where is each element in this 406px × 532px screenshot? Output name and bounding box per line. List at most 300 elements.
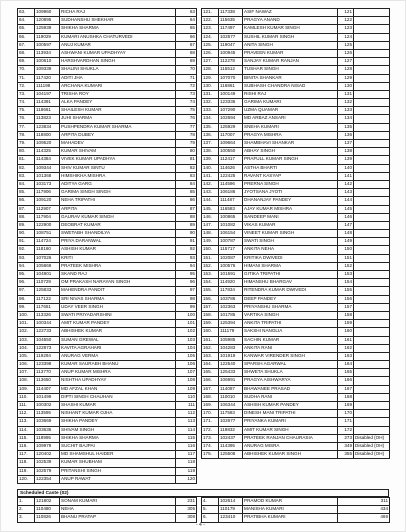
rank-cell: 67 xyxy=(176,41,197,49)
table-row xyxy=(18,271,197,279)
rank-cell: 155 xyxy=(338,287,354,295)
rank-cell: 305 xyxy=(176,506,197,514)
serial-number-cell: 112. xyxy=(18,410,35,418)
table-row xyxy=(202,279,390,287)
roll-number-cell: 117122 xyxy=(35,295,60,303)
rank-cell: 116 xyxy=(176,442,197,450)
candidate-name-cell: ANITA SINGH xyxy=(243,41,338,49)
rank-cell: 140 xyxy=(338,164,354,172)
roll-number-cell: 116861 xyxy=(219,82,243,90)
roll-number-cell: 110179 xyxy=(219,506,243,514)
serial-number-cell: 4. xyxy=(202,498,219,506)
rank-cell: 151 xyxy=(338,254,354,262)
table-row xyxy=(202,82,390,90)
candidate-name-cell: GARIMA KUMARI xyxy=(243,99,338,107)
roll-number-cell: 115635 xyxy=(219,17,243,25)
table-row xyxy=(202,74,390,82)
remarks-cell xyxy=(354,271,390,279)
remarks-cell xyxy=(354,140,390,148)
table-row xyxy=(18,17,197,25)
serial-number-cell: 113. xyxy=(18,418,35,426)
serial-number-cell: 106. xyxy=(18,361,35,369)
roll-number-cell: 106991 xyxy=(219,377,243,385)
roll-number-cell: 101591 xyxy=(219,271,243,279)
serial-number-cell: 107. xyxy=(18,369,35,377)
serial-number-cell: 93. xyxy=(18,254,35,262)
serial-number-cell: 82. xyxy=(18,164,35,172)
rank-cell: 80 xyxy=(176,148,197,156)
table-row xyxy=(18,25,197,33)
candidate-name-cell: RISHI RAJ xyxy=(243,90,338,98)
serial-number-cell: 123. xyxy=(202,25,219,33)
serial-number-cell: 168. xyxy=(202,393,219,401)
candidate-name-cell: SHALINI SHUKLA xyxy=(60,66,176,74)
serial-number-cell: 115. xyxy=(18,434,35,442)
serial-number-cell: 78. xyxy=(18,131,35,139)
candidate-name-cell: SAKSHI NANGLIA xyxy=(243,328,338,336)
rank-cell: 108 xyxy=(176,377,197,385)
rank-cell: 115 xyxy=(176,434,197,442)
roll-number-cell: 110729 xyxy=(35,279,60,287)
candidate-name-cell: SANDEEP MANI xyxy=(243,213,338,221)
serial-number-cell: 151. xyxy=(202,254,219,262)
remarks-cell xyxy=(354,295,390,303)
table-row xyxy=(202,205,390,213)
candidate-name-cell: SWETABH SHANDILYA xyxy=(60,230,176,238)
table-row xyxy=(202,221,390,229)
candidate-name-cell: PRIYA DARANWAL xyxy=(60,238,176,246)
candidate-name-cell: SHAMBHAVI SHANKAR xyxy=(243,140,338,148)
candidate-name-cell: ANKITA TRIPATHI xyxy=(243,320,338,328)
rank-cell: 126 xyxy=(338,49,354,57)
rank-cell: 131 xyxy=(338,90,354,98)
rank-cell: 136 xyxy=(338,131,354,139)
rank-cell: 90 xyxy=(176,230,197,238)
candidate-name-cell: SPARSH AGARWAL xyxy=(243,361,338,369)
table-row xyxy=(18,180,197,188)
rank-cell: 76 xyxy=(176,115,197,123)
serial-number-cell: 154. xyxy=(202,279,219,287)
roll-number-cell: 102539 xyxy=(35,459,60,467)
roll-number-cell: 100149 xyxy=(219,90,243,98)
candidate-name-cell: TRISHA ROY xyxy=(60,90,176,98)
table-row xyxy=(18,238,197,246)
roll-number-cell: 117906 xyxy=(35,189,60,197)
rank-cell: 85 xyxy=(176,189,197,197)
roll-number-cell: 103786 xyxy=(219,295,243,303)
roll-number-cell: 120895 xyxy=(35,17,60,25)
serial-number-cell: 132. xyxy=(202,99,219,107)
roll-number-cell: 118800 xyxy=(35,131,60,139)
candidate-name-cell: KUMAR SAURABH BHANU xyxy=(60,361,176,369)
remarks-cell: Disabled (OH) xyxy=(354,442,390,450)
remarks-cell xyxy=(354,426,390,434)
roll-number-cell: 119294 xyxy=(35,352,60,360)
rank-cell: 154 xyxy=(338,279,354,287)
table-row xyxy=(18,90,197,98)
table-row xyxy=(18,451,197,459)
table-row xyxy=(202,393,390,401)
candidate-name-cell: PRIYANKA KUMARI xyxy=(243,418,338,426)
table-row xyxy=(18,221,197,229)
serial-number-cell: 122. xyxy=(202,17,219,25)
candidate-name-cell: NEHA xyxy=(60,506,176,514)
candidate-name-cell: PRAGYA ANAND xyxy=(243,17,338,25)
serial-number-cell: 119. xyxy=(18,467,35,475)
candidate-name-cell: PRAGYA MISHRA xyxy=(243,131,338,139)
roll-number-cell: 117497 xyxy=(219,25,243,33)
candidate-name-cell: MD ARBAZ ANSARI xyxy=(243,115,338,123)
rank-cell: 69 xyxy=(176,58,197,66)
serial-number-cell: 101. xyxy=(18,320,35,328)
rank-cell: 148 xyxy=(338,230,354,238)
candidate-name-cell: KANWAR VIRENDER SINGH xyxy=(243,352,338,360)
candidate-name-cell: RITENDRA KUMAR DWIVEDI xyxy=(243,287,338,295)
table-row xyxy=(202,295,390,303)
table-row xyxy=(18,336,197,344)
table-row xyxy=(18,475,197,483)
table-row xyxy=(202,434,390,442)
serial-number-cell: 156. xyxy=(202,295,219,303)
table-row xyxy=(202,25,390,33)
remarks-cell xyxy=(354,131,390,139)
serial-number-cell: 65. xyxy=(18,25,35,33)
rank-cell: 129 xyxy=(338,74,354,82)
roll-number-cell: 106344 xyxy=(219,402,243,410)
serial-number-cell: 105. xyxy=(18,352,35,360)
serial-number-cell: 71. xyxy=(18,74,35,82)
rank-cell: 101 xyxy=(176,320,197,328)
table-row xyxy=(18,402,197,410)
roll-number-cell: 104283 xyxy=(219,344,243,352)
roll-number-cell: 125433 xyxy=(219,369,243,377)
candidate-name-cell: SHWETA SHUKLA xyxy=(243,369,338,377)
serial-number-cell: 134. xyxy=(202,115,219,123)
candidate-name-cell: SHASHI KUMAR xyxy=(60,402,176,410)
remarks-cell xyxy=(354,148,390,156)
table-row xyxy=(202,164,390,172)
serial-number-cell: 73. xyxy=(18,90,35,98)
serial-number-cell: 67. xyxy=(18,41,35,49)
candidate-name-cell: SUDHA RANI xyxy=(243,393,338,401)
rank-cell: 164 xyxy=(338,361,354,369)
rank-cell: 166 xyxy=(338,377,354,385)
serial-number-cell: 141. xyxy=(202,172,219,180)
serial-number-cell: 81. xyxy=(18,156,35,164)
candidate-name-cell: VIVEK KUMAR UPADHYA xyxy=(60,156,176,164)
roll-number-cell: 122354 xyxy=(35,475,60,483)
table-row xyxy=(202,410,390,418)
roll-number-cell: 104901 xyxy=(35,271,60,279)
remarks-cell xyxy=(354,49,390,57)
serial-number-cell: 139. xyxy=(202,156,219,164)
candidate-name-cell: NEHA TRIPATHI xyxy=(60,197,176,205)
serial-number-cell: 114. xyxy=(18,426,35,434)
table-row xyxy=(18,99,197,107)
serial-number-cell: 68. xyxy=(18,49,35,57)
table-row xyxy=(202,58,390,66)
remarks-cell xyxy=(354,172,390,180)
candidate-name-cell: HIMANSHU BHARGAV xyxy=(243,279,338,287)
table-row xyxy=(202,9,390,17)
serial-number-cell: 85. xyxy=(18,189,35,197)
merit-list-right-table xyxy=(201,8,390,459)
table-row xyxy=(202,328,390,336)
rank-cell: 165 xyxy=(338,369,354,377)
serial-number-cell: 143. xyxy=(202,189,219,197)
roll-number-cell: 109520 xyxy=(35,140,60,148)
candidate-name-cell: ANUP RAWAT xyxy=(60,475,176,483)
roll-number-cell: 102677 xyxy=(219,418,243,426)
table-row xyxy=(18,140,197,148)
table-row xyxy=(202,213,390,221)
candidate-name-cell: SNEHA KUMARI xyxy=(243,123,338,131)
candidate-name-cell: DHANANJAY PANDEY xyxy=(243,197,338,205)
serial-number-cell: 109. xyxy=(18,385,35,393)
remarks-cell xyxy=(354,107,390,115)
rank-cell: 71 xyxy=(176,74,197,82)
table-row xyxy=(202,514,390,522)
table-row xyxy=(18,506,197,514)
table-row xyxy=(18,467,197,475)
rank-cell: 167 xyxy=(338,385,354,393)
rank-cell: 86 xyxy=(176,197,197,205)
roll-number-cell: 117007 xyxy=(219,131,243,139)
rank-cell: 132 xyxy=(338,99,354,107)
rank-cell: 65 xyxy=(176,25,197,33)
table-row xyxy=(202,320,390,328)
table-row xyxy=(18,311,197,319)
table-row xyxy=(18,344,197,352)
candidate-name-cell: SWATI PRIYADARSHINI xyxy=(60,311,176,319)
table-row xyxy=(18,172,197,180)
candidate-name-cell: NISHANT KUMAR OJHA xyxy=(60,410,176,418)
serial-number-cell: 70. xyxy=(18,66,35,74)
roll-number-cell: 117834 xyxy=(219,287,243,295)
candidate-name-cell: JYOTSANA JYOTI xyxy=(243,189,338,197)
roll-number-cell: 103669 xyxy=(35,418,60,426)
table-row xyxy=(18,246,197,254)
serial-number-cell: 84. xyxy=(18,180,35,188)
candidate-name-cell: SUDHANSHU SHEKHAR xyxy=(60,17,176,25)
candidate-name-cell: MD SHAMSHUL HAIDER xyxy=(60,451,176,459)
roll-number-cell: 122540 xyxy=(219,361,243,369)
table-row xyxy=(18,213,197,221)
rank-cell: 137 xyxy=(338,140,354,148)
serial-number-cell: 174. xyxy=(202,442,219,450)
rank-cell: 469 xyxy=(338,514,390,522)
table-row xyxy=(202,107,390,115)
rank-cell: 231 xyxy=(176,498,197,506)
roll-number-cell: 100610 xyxy=(35,58,60,66)
table-row xyxy=(18,230,197,238)
rank-cell: 156 xyxy=(338,295,354,303)
table-row xyxy=(18,164,197,172)
rank-cell: 134 xyxy=(338,115,354,123)
table-row xyxy=(18,156,197,164)
rank-cell: 133 xyxy=(338,107,354,115)
rank-cell: 143 xyxy=(338,189,354,197)
table-row xyxy=(202,287,390,295)
rank-cell: 91 xyxy=(176,238,197,246)
rank-cell: 74 xyxy=(176,99,197,107)
remarks-cell xyxy=(354,82,390,90)
rank-cell: 63 xyxy=(176,9,197,17)
candidate-name-cell: TUSHAR SINGH xyxy=(243,66,338,74)
rank-cell: 130 xyxy=(338,82,354,90)
candidate-name-cell: PRATEEK RANJAN CHAURASIA xyxy=(243,434,338,442)
rank-cell: 138 xyxy=(338,148,354,156)
roll-number-cell: 117338 xyxy=(219,9,243,17)
candidate-name-cell: BHAWANEE PRASAD xyxy=(243,385,338,393)
rank-cell: 171 xyxy=(338,418,354,426)
remarks-cell xyxy=(354,254,390,262)
candidate-name-cell: PRAVEEN KUMAR xyxy=(243,49,338,57)
serial-number-cell: 118. xyxy=(18,459,35,467)
rank-cell: 64 xyxy=(176,17,197,25)
table-row xyxy=(18,74,197,82)
candidate-name-cell: ANUJ KUMAR xyxy=(60,41,176,49)
rank-cell: 114 xyxy=(176,426,197,434)
serial-number-cell: 147. xyxy=(202,221,219,229)
serial-number-cell: 173. xyxy=(202,434,219,442)
candidate-name-cell: MAHENDRA PANDIT xyxy=(60,287,176,295)
serial-number-cell: 130. xyxy=(202,82,219,90)
roll-number-cell: 113326 xyxy=(35,311,60,319)
table-row xyxy=(202,506,390,514)
candidate-name-cell: PRITANSHI SINGH xyxy=(60,467,176,475)
rank-cell: 172 xyxy=(338,426,354,434)
serial-number-cell: 87. xyxy=(18,205,35,213)
roll-number-cell: 123398 xyxy=(35,361,60,369)
serial-number-cell: 66. xyxy=(18,33,35,41)
remarks-cell xyxy=(354,205,390,213)
rank-cell: 106 xyxy=(176,361,197,369)
serial-number-cell: 90. xyxy=(18,230,35,238)
table-row xyxy=(18,262,197,270)
roll-number-cell: 108751 xyxy=(35,230,60,238)
roll-number-cell: 123336 xyxy=(219,99,243,107)
table-row xyxy=(202,385,390,393)
table-row xyxy=(18,361,197,369)
remarks-cell xyxy=(354,402,390,410)
table-row xyxy=(18,385,197,393)
serial-number-cell: 161. xyxy=(202,336,219,344)
rank-cell: 170 xyxy=(338,410,354,418)
serial-number-cell: 99. xyxy=(18,303,35,311)
table-row xyxy=(18,459,197,467)
table-row xyxy=(18,41,197,49)
roll-number-cell: 109664 xyxy=(219,140,243,148)
candidate-name-cell: ALKA PANDEY xyxy=(60,99,176,107)
roll-number-cell: 117651 xyxy=(35,303,60,311)
candidate-name-cell: ASHISH KUMAR xyxy=(60,246,176,254)
remarks-cell xyxy=(354,246,390,254)
remarks-cell xyxy=(354,377,390,385)
rank-cell: 162 xyxy=(338,344,354,352)
table-row xyxy=(202,90,390,98)
candidate-name-cell: SHIV KUMAR SINTU xyxy=(60,164,176,172)
serial-number-cell: 88. xyxy=(18,213,35,221)
serial-number-cell: 97. xyxy=(18,287,35,295)
rank-cell: 111 xyxy=(176,402,197,410)
candidate-name-cell: SONAM KUMARI xyxy=(60,498,176,506)
serial-number-cell: 63. xyxy=(18,9,35,17)
roll-number-cell: 118995 xyxy=(35,434,60,442)
serial-number-cell: 152. xyxy=(202,262,219,270)
candidate-name-cell: KUMARI ANUSHKA CHATURVEDI xyxy=(60,33,176,41)
rank-cell: 119 xyxy=(176,467,197,475)
table-row xyxy=(202,148,390,156)
table-row xyxy=(18,66,197,74)
rank-cell: 96 xyxy=(176,279,197,287)
table-row xyxy=(202,254,390,262)
remarks-cell: Disabled (OH) xyxy=(354,434,390,442)
roll-number-cell: 106154 xyxy=(219,230,243,238)
serial-number-cell: 76. xyxy=(18,115,35,123)
candidate-name-cell: SHIKHA SHARMA xyxy=(60,25,176,33)
table-row xyxy=(202,156,390,164)
roll-number-cell: 114087 xyxy=(219,385,243,393)
remarks-cell xyxy=(354,328,390,336)
rank-cell: 88 xyxy=(176,213,197,221)
rank-cell: 125 xyxy=(338,41,354,49)
candidate-name-cell: HIMSHIKHA MISHRA xyxy=(60,172,176,180)
table-row xyxy=(18,197,197,205)
serial-number-cell: 1. xyxy=(18,498,35,506)
remarks-cell xyxy=(354,164,390,172)
rank-cell: 105 xyxy=(176,352,197,360)
rank-cell: 87 xyxy=(176,205,197,213)
remarks-cell xyxy=(354,320,390,328)
serial-number-cell: 166. xyxy=(202,377,219,385)
candidate-name-cell: DEOBRAT KUMAR xyxy=(60,221,176,229)
table-row xyxy=(202,33,390,41)
rank-cell: 123 xyxy=(338,25,354,33)
rank-cell: 149 xyxy=(338,238,354,246)
roll-number-cell: 111487 xyxy=(219,197,243,205)
serial-number-cell: 163. xyxy=(202,352,219,360)
serial-number-cell: 121. xyxy=(202,9,219,17)
rank-cell: 121 xyxy=(338,9,354,17)
roll-number-cell: 113650 xyxy=(35,377,60,385)
remarks-cell xyxy=(354,238,390,246)
serial-number-cell: 110. xyxy=(18,393,35,401)
roll-number-cell: 101368 xyxy=(35,172,60,180)
remarks-cell xyxy=(354,352,390,360)
rank-cell: 153 xyxy=(338,271,354,279)
roll-number-cell: 113934 xyxy=(35,49,60,57)
remarks-cell xyxy=(354,262,390,270)
candidate-name-cell: ANURAG MISRA xyxy=(243,442,338,450)
serial-number-cell: 129. xyxy=(202,74,219,82)
candidate-name-cell: ARPITA xyxy=(60,205,176,213)
serial-number-cell: 2. xyxy=(18,506,35,514)
candidate-name-cell: PUSHPENDRA KUMAR SHARMA xyxy=(60,123,176,131)
candidate-name-cell: KAMLESH KUMAR SINGH xyxy=(243,25,338,33)
merit-list-left-table xyxy=(17,8,197,484)
remarks-cell xyxy=(354,66,390,74)
roll-number-cell: 100787 xyxy=(219,238,243,246)
serial-number-cell: 162. xyxy=(202,344,219,352)
roll-number-cell: 104197 xyxy=(35,90,60,98)
rank-cell: 142 xyxy=(338,180,354,188)
table-row xyxy=(18,295,197,303)
roll-number-cell: 125394 xyxy=(219,320,243,328)
table-row xyxy=(18,498,197,506)
rank-cell: 122 xyxy=(338,17,354,25)
candidate-name-cell: ANUP KUMAR MISHRA xyxy=(60,369,176,377)
